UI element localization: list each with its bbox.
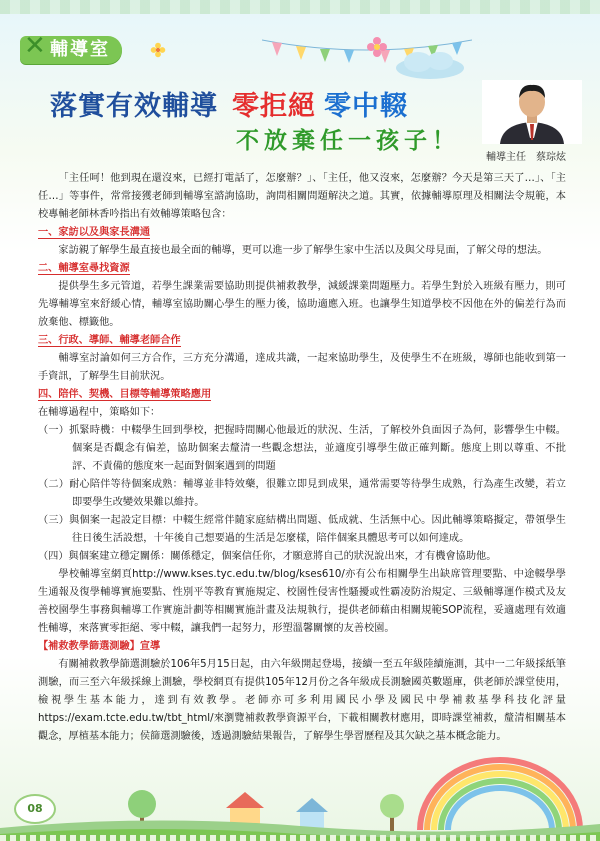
section-5-text: 有關補救教學篩選測驗於106年5月15日起，由六年級開起登場，接續一至五年級陸續施測，其中一二年級採紙筆測驗，而三至六年級採線上測驗，學校網頁有提供105年12月份之各年級成長測驗國英數題庫，供老師於課堂使用，檢視學生基本能力，達到有效教學。老師亦可多利用國民小學及國民中學補救基學科技化評量https://exam.tcte.edu.tw/tbt_html/來瀏覽補救教學資源平台，下載相關教材應用，即時課堂補救，釐清相關基本觀念，厚植基本能力；侯篩選測驗後，透過測驗結果報告，了解學生學習歷程及其欠缺之基本概念能力。 [38, 659, 566, 742]
section-3-title [38, 332, 566, 350]
x-mark-icon: ✕ [24, 31, 48, 61]
department-label: 輔導室 [50, 39, 110, 60]
closing-paragraph: 學校輔導室網頁http://www.kses.tyc.edu.tw/blog/kses610/亦有公布相關學生出缺席管理要點、中途輟學學生通報及復學輔導實施要點、性別平等教育實施規定、校園性侵害性騷擾或性霸凌防治規定、三級輔導運作模式及友善校園學生事務與輔導工作實施計劃等相關實施計畫及法規執行，提供老師藉由相關規範SOP流程，妥適處理有效適性輔導，來落實零拒絕、零中輟，讓我們一起努力，形塑溫馨關懷的友善校園。 [38, 569, 566, 634]
subheadline: 不放棄任一孩子！ [236, 128, 460, 154]
strategy-item-1: （一）抓緊時機：中輟學生回到學校，把握時間關心他最近的狀況、生活，了解校外負面因子為何，影響學生中輟。個案是否觀念有偏差，協助個案去釐清一些觀念想法，並適度引導學生做正確判斷。態度上則以尊重、不批評、不責備的態度來一起面對個案遇到的問題 [38, 425, 566, 472]
section-3-text: 輔導室討論如何三方合作，三方充分溝通，達成共識，一起來協助學生，及使學生不在班級，導師也能收到第一手資訊，了解學生目前狀況。 [38, 353, 566, 382]
footer-illustration [0, 750, 600, 841]
intro-paragraph: 「主任呵！他到現在還沒來，已經打電話了，怎麼辦？」、「主任，他又沒來，怎麼辦？今天是第三天了…」、「主任…」等事件，常常接獲老師到輔導室諮詢協助，詢問相關問題解決之道。其實，依據輔導原理及相關法令規範，本校專輔老師林香吟指出有效輔導策略包含： [38, 173, 566, 220]
department-badge [20, 31, 122, 64]
rainbow-icon [420, 760, 580, 830]
section-2-text: 提供學生多元管道，若學生課業需要協助則提供補救教學，減緩課業問題壓力。若學生對於入班級有壓力，則可先導輔導室來舒緩心情，輔導室協助關心學生的壓力後，協助適應入班。也讓學生知道學校不因他在外的偏差行為而放棄他、標籤他。 [38, 281, 566, 328]
section-4-lead: 在輔導過程中，策略如下： [38, 407, 161, 418]
headline-part-2: 零拒絕 [232, 91, 316, 122]
section-1-title-text: 一、家訪以及與家長溝通 [38, 227, 151, 238]
section-4-title-text: 四、陪伴、契機、目標等輔導策略應用 [38, 389, 212, 400]
section-2-title-text: 二、輔導室尋找資源 [38, 263, 130, 274]
headline-part-1: 落實有效輔導 [50, 91, 218, 122]
section-3-title-text: 三、行政、導師、輔導老師合作 [38, 335, 181, 346]
top-edge-pattern [0, 0, 600, 14]
portrait-image [482, 80, 582, 144]
strategy-item-4: （四）與個案建立穩定關係：關係穩定，個案信任你，才願意將自己的狀況說出來，才有機會協助他。 [38, 551, 497, 562]
article-body [38, 170, 566, 746]
section-1-title [38, 224, 566, 242]
headline-part-3: 零中輟 [324, 91, 408, 122]
flower-icon [150, 42, 166, 58]
section-1-text: 家訪親了解學生最直接也最全面的輔導，更可以進一步了解學生家中生活以及與父母見面，了解父母的想法。 [58, 245, 548, 256]
strategy-item-3: （三）與個案一起設定目標：中輟生經常伴隨家庭結構出問題、低成就、生活無中心。因此輔導策略擬定，帶領學生往日後生活設想，十年後自己想要過的生活是怎麼樣，陪伴個案具體思考可以如何達成。 [38, 515, 566, 544]
section-5-title: 【補救教學篩選測驗】宣導 [38, 641, 161, 652]
cloud-icon [392, 50, 468, 80]
flower-icon [366, 36, 388, 58]
portrait-caption: 輔導主任 蔡琮炫 [486, 152, 566, 163]
section-2-title [38, 260, 566, 278]
headline [50, 84, 408, 123]
page-number: 08 [14, 794, 56, 824]
strategy-item-2: （二）耐心陪伴等待個案成熟：輔導並非特效藥，很難立即見到成果，通常需要等待學生成熟，行為產生改變，若立即要學生改變效果難以維持。 [38, 479, 566, 508]
section-4-title [38, 386, 566, 404]
